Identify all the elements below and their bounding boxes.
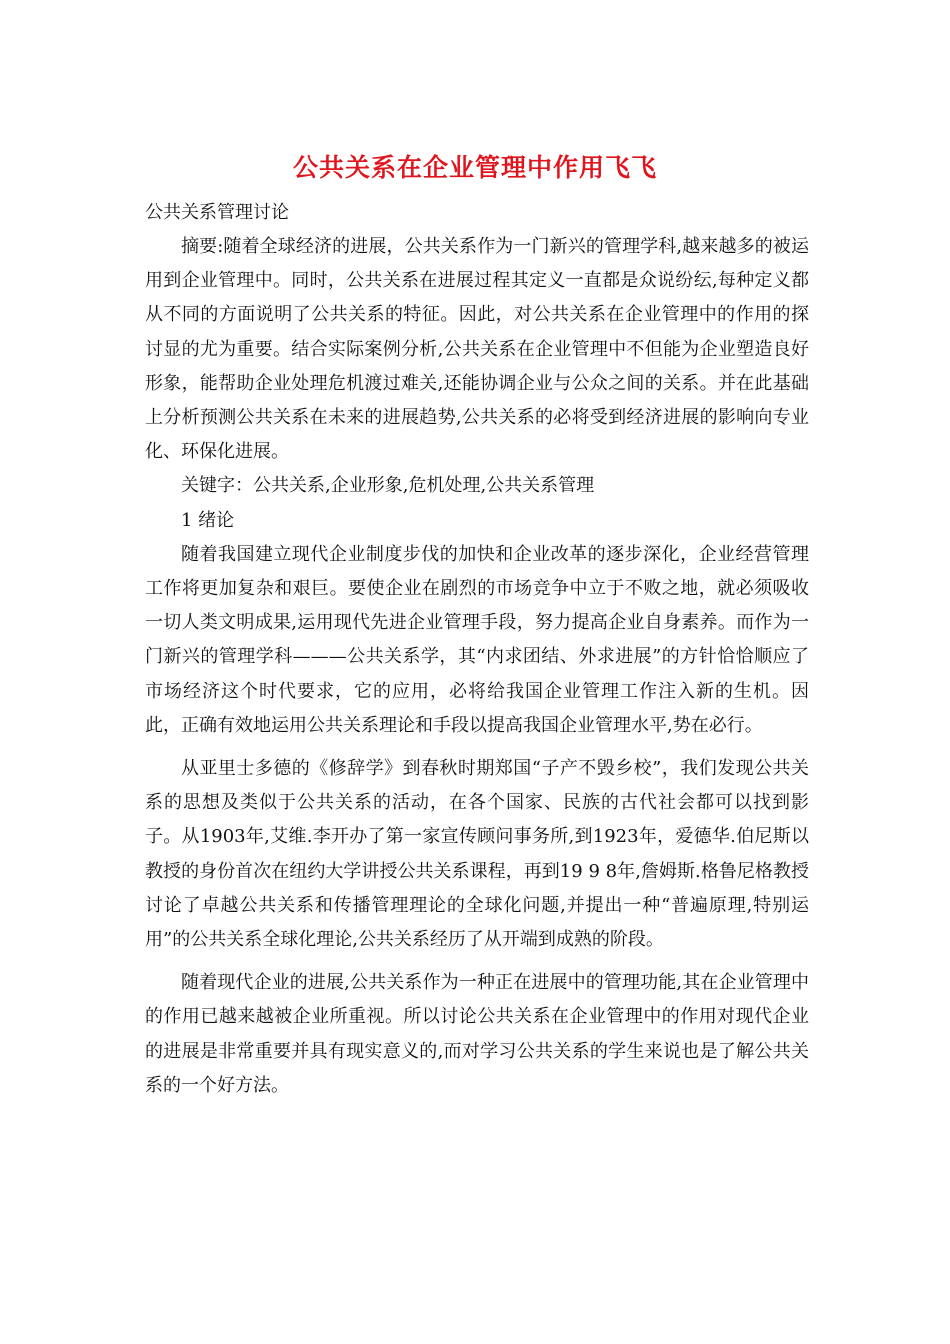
body-paragraph: 从亚里士多德的《修辞学》到春秋时期郑国“子产不毁乡校”，我们发现公共关系的思想及类似于公共关系的活动，在各个国家、民族的古代社会都可以找到影子。从1903年,艾维.李开办了第一家宣传顾问事务所,到1923年，爱德华.伯尼斯以教授的身份首次在纽约大学讲授公共关系课程，再到19 9 8年,詹姆斯.格鲁尼格教授讨论了卓越公共关系和传播管理理论的全球化问题,并提出一种“普遍原理,特别运用”的公共关系全球化理论,公共关系经历了从开端到成熟的阶段。 [145, 758, 809, 951]
section-heading: 1 绪论 [181, 509, 235, 531]
keywords-paragraph: 关键字：公共关系,企业形象,危机处理,公共关系管理 [181, 475, 595, 497]
document-body [145, 230, 809, 1103]
document-title: 公共关系在企业管理中作用飞飞 [292, 153, 657, 182]
body-paragraph: 随着我国建立现代企业制度步伐的加快和企业改革的逐步深化，企业经营管理工作将更加复杂和艰巨。要使企业在剧烈的市场竞争中立于不败之地，就必须吸收一切人类文明成果,运用现代先进企业管理手段，努力提高企业自身素养。而作为一门新兴的管理学科———公共关系学，其“内求团结、外求进展”的方针恰恰顺应了市场经济这个时代要求，它的应用，必将给我国企业管理工作注入新的生机。因此，正确有效地运用公共关系理论和手段以提高我国企业管理水平,势在必行。 [145, 543, 809, 736]
body-paragraph: 随着现代企业的进展,公共关系作为一种正在进展中的管理功能,其在企业管理中的作用已越来越被企业所重视。所以讨论公共关系在企业管理中的作用对现代企业的进展是非常重要并具有现实意义的,而对学习公共关系的学生来说也是了解公共关系的一个好方法。 [145, 972, 809, 1096]
document-subtitle: 公共关系管理讨论 [145, 202, 289, 223]
abstract-paragraph: 摘要:随着全球经济的进展，公共关系作为一门新兴的管理学科,越来越多的被运用到企业管理中。同时，公共关系在进展过程其定义一直都是众说纷纭,每种定义都从不同的方面说明了公共关系的特征。因此，对公共关系在企业管理中的作用的探讨显的尤为重要。结合实际案例分析,公共关系在企业管理中不但能为企业塑造良好形象，能帮助企业处理危机渡过难关,还能协调企业与公众之间的关系。并在此基础上分析预测公共关系在未来的进展趋势,公共关系的必将受到经济进展的影响向专业化、环保化进展。 [145, 236, 809, 463]
